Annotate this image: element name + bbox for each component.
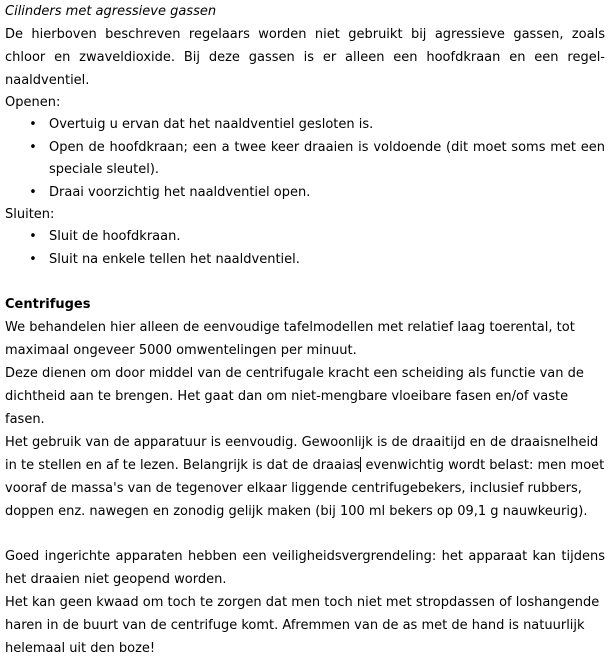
bullet-icon: • — [29, 117, 37, 132]
list-item: • Sluit de hoofdkraan. — [49, 226, 605, 248]
centrifuges-p1: We behandelen hier alleen de eenvoudige tafelmodellen met relatief laag toerental, tot maximaal ongeveer 5000 omwentelingen per minuut. — [5, 320, 575, 358]
open-steps-list — [5, 114, 605, 204]
bullet-icon: • — [29, 185, 37, 200]
close-steps-list — [5, 226, 605, 271]
centrifuges-p3-part2: evenwichtig wordt belast: men moet vooraf de massa's van de tegenover elkaar liggende centrifugebekers, inclusief rubbers, doppen enz. nawegen en zonodig gelijk maken (bij 100 ml bekers op 09,1 g nauwkeurig). — [5, 458, 605, 519]
bullet-icon: • — [29, 252, 37, 267]
close-label: Sluiten: — [5, 207, 55, 222]
bullet-icon: • — [29, 229, 37, 244]
spacer — [5, 271, 605, 293]
centrifuges-p3-part1: Het gebruik van de apparatuur is eenvoudig. Gewoonlijk is de draaitijd en de draaisnelheid in te stellen en af te lezen. Belangrijk is dat de draaias — [5, 435, 599, 473]
section-title-cylinders: Cilinders met agressieve gassen — [5, 4, 217, 19]
list-item: • Overtuig u ervan dat het naaldventiel gesloten is. — [49, 114, 605, 136]
list-item: • Sluit na enkele tellen het naaldventiel. — [49, 249, 605, 271]
list-item: • Open de hoofdkraan; een a twee keer draaien is voldoende (dit moet soms met een speciale sleutel). — [49, 137, 605, 181]
bullet-icon: • — [29, 140, 37, 155]
cylinders-intro: De hierboven beschreven regelaars worden niet gebruikt bij agressieve gassen, zoals chloor en zwaveldioxide. Bij deze gassen is er alleen een hoofdkraan en een regel-naaldventiel. — [5, 27, 605, 88]
centrifuges-p2: Deze dienen om door middel van de centrifugale kracht een scheiding als functie van de dichtheid aan te brengen. Het gaat dan om niet-mengbare vloeibare fasen en/of vaste fasen. — [5, 366, 584, 427]
open-label: Openen: — [5, 95, 61, 110]
centrifuges-p3[interactable] — [5, 431, 605, 523]
spacer — [5, 523, 605, 545]
centrifuges-p4: Goed ingerichte apparaten hebben een veiligheidsvergrendeling: het apparaat kan tijdens het draaien niet geopend worden. — [5, 549, 605, 587]
section-title-centrifuges: Centrifuges — [5, 297, 91, 312]
list-item: • Draai voorzichtig het naaldventiel open. — [49, 182, 605, 204]
centrifuges-p5: Het kan geen kwaad om toch te zorgen dat men toch niet met stropdassen of loshangende haren in de buurt van de centrifuge komt. Afremmen van de as met de hand is natuurlijk helemaal uit den boze! — [5, 595, 600, 656]
